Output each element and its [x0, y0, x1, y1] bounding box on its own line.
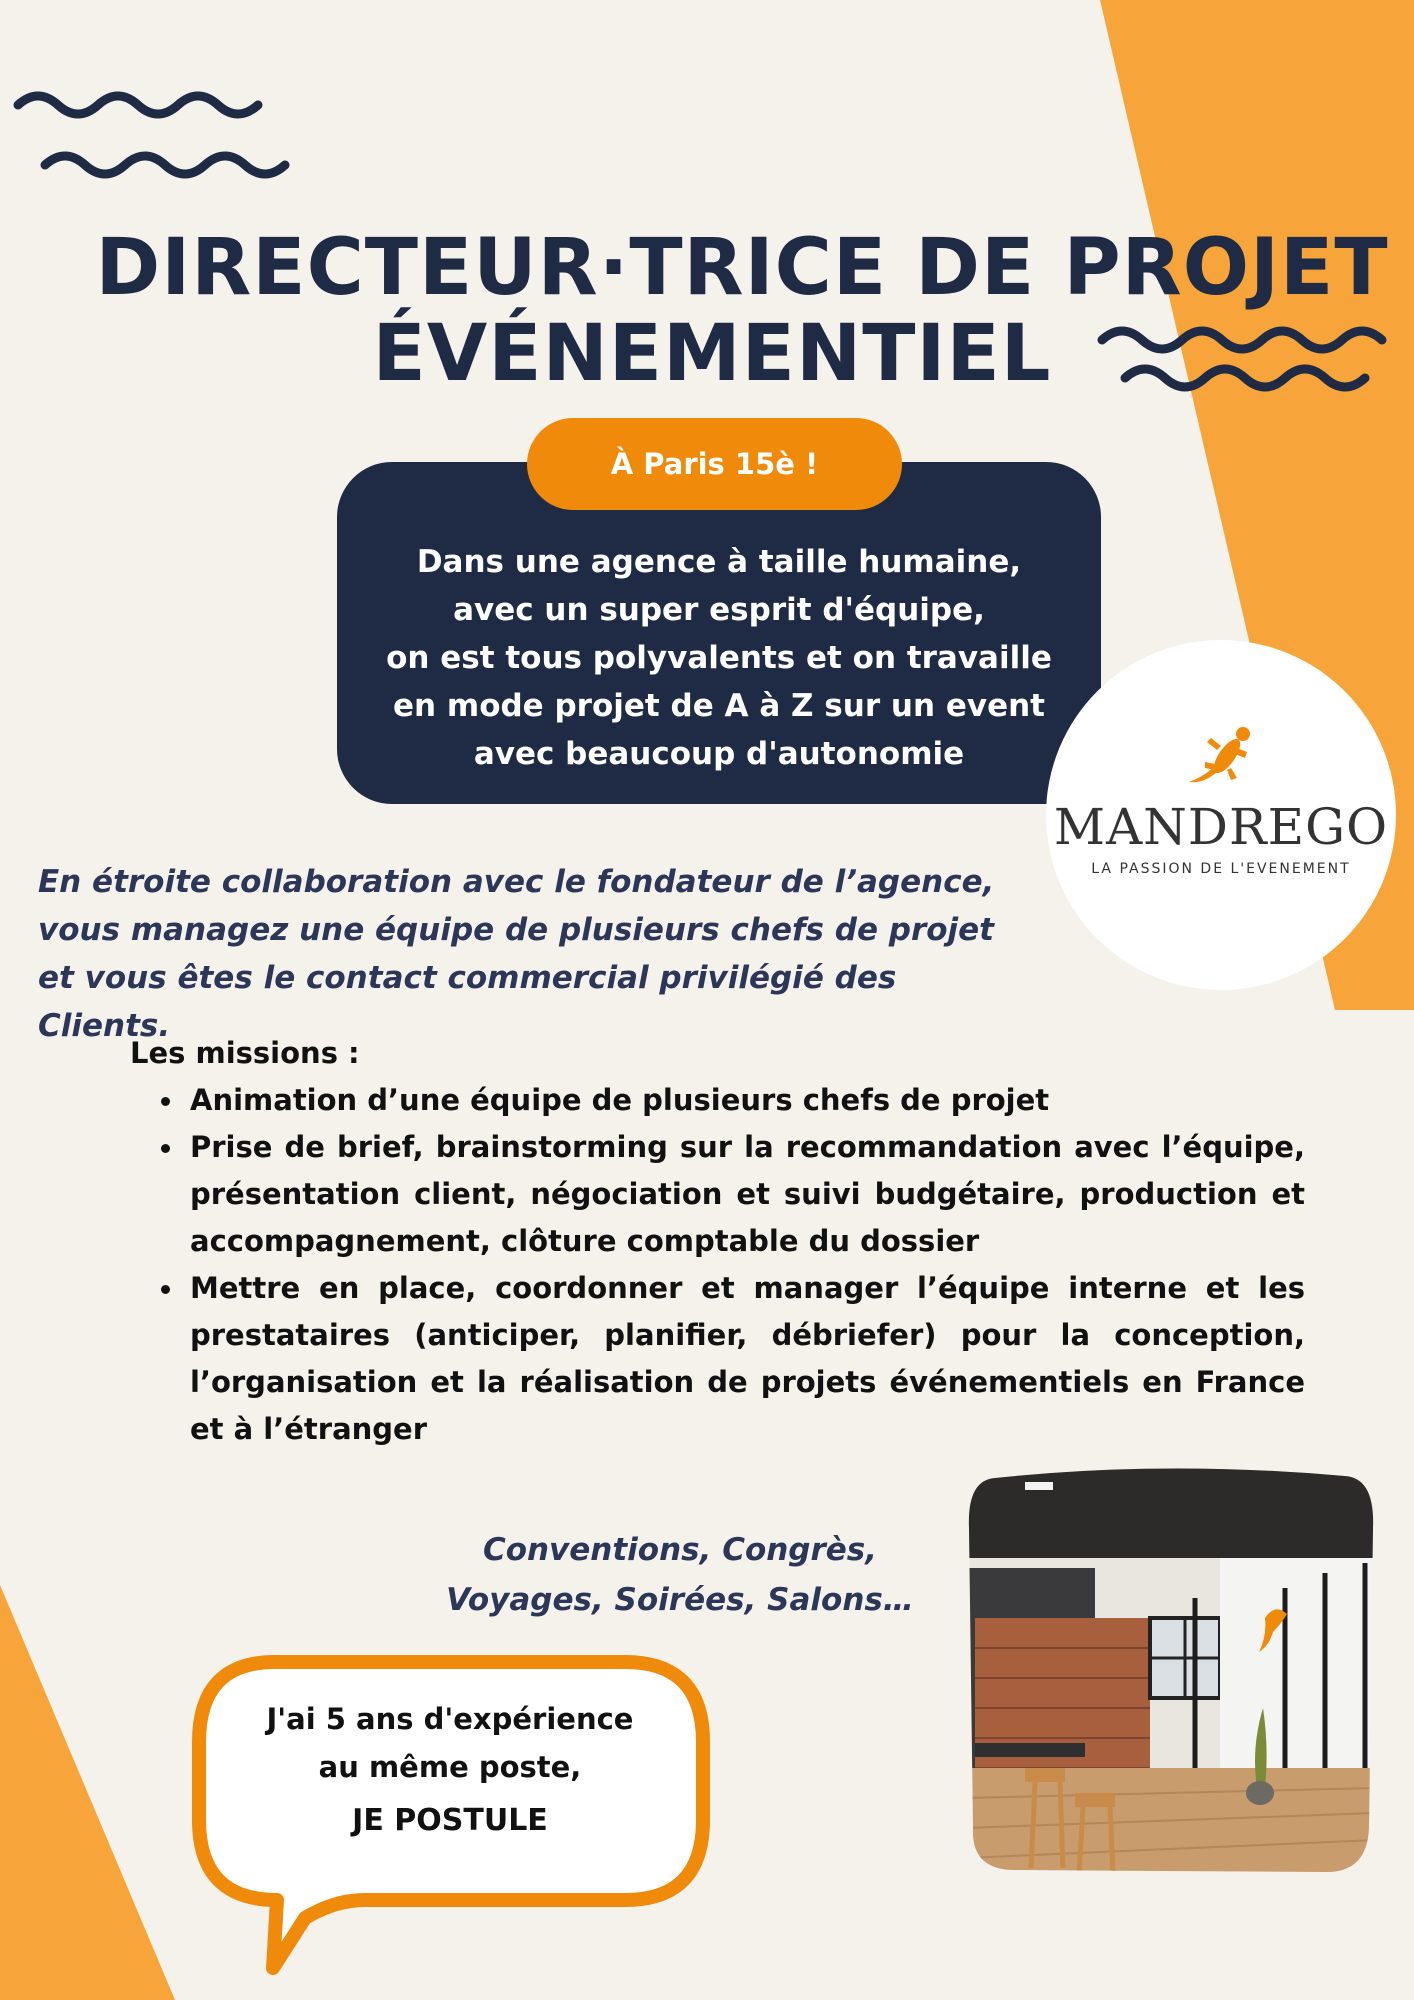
- agency-description-box: [337, 462, 1101, 804]
- squiggle-1: [18, 96, 258, 114]
- agency-line: Dans une agence à taille humaine,: [416, 544, 1022, 580]
- agency-line: on est tous polyvalents et on travaille: [386, 640, 1052, 676]
- gecko-icon: [1181, 712, 1271, 802]
- agency-line: en mode projet de A à Z sur un event: [393, 688, 1045, 724]
- mission-item: Animation d’une équipe de plusieurs chefs de projet: [190, 1077, 1305, 1124]
- event-types-line-2: Voyages, Soirées, Salons…: [446, 1582, 914, 1618]
- agency-line: avec un super esprit d'équipe,: [453, 592, 985, 628]
- mission-item: Prise de brief, brainstorming sur la recommandation avec l’équipe, présentation client, négociation et suivi budgétaire, production et accompagnement, clôture comptable du dossier: [190, 1124, 1305, 1265]
- missions-heading: Les missions :: [130, 1036, 360, 1070]
- event-types-line-1: Conventions, Congrès,: [482, 1532, 878, 1568]
- location-pill: À Paris 15è !: [527, 418, 902, 510]
- logo-tagline: LA PASSION DE L'EVENEMENT: [1091, 861, 1351, 877]
- bubble-line-2: au même poste,: [318, 1750, 582, 1784]
- intro-line: et vous êtes le contact commercial privilégié des Clients.: [38, 960, 897, 1044]
- logo-brand: MANDREGO: [1053, 798, 1389, 856]
- intro-line: En étroite collaboration avec le fondateur de l’agence,: [38, 864, 995, 900]
- missions-section: [130, 1030, 1305, 1453]
- title-line-2: ÉVÉNEMENTIEL: [372, 309, 1052, 399]
- office-photo: [965, 1468, 1375, 1878]
- page-title: [0, 225, 1414, 397]
- bottom-left-orange-triangle: [0, 1585, 175, 2000]
- mission-item: Mettre en place, coordonner et manager l’équipe interne et les prestataires (anticiper, planifier, débriefer) pour la conception, l’organisation et la réalisation de projets événementiels en France et à l’étranger: [190, 1265, 1305, 1453]
- intro-line: vous managez une équipe de plusieurs chefs de projet: [38, 912, 995, 948]
- intro-paragraph: [38, 858, 1038, 1050]
- bubble-text: [230, 1695, 670, 1791]
- event-types: [440, 1525, 920, 1625]
- company-logo: [1046, 640, 1396, 990]
- agency-line: avec beaucoup d'autonomie: [473, 736, 965, 772]
- missions-list: [130, 1077, 1305, 1453]
- apply-cta[interactable]: JE POSTULE: [352, 1803, 548, 1838]
- title-line-1: DIRECTEUR·TRICE DE PROJET: [95, 223, 1389, 313]
- squiggle-2: [45, 156, 285, 174]
- bubble-line-1: J'ai 5 ans d'expérience: [266, 1702, 634, 1736]
